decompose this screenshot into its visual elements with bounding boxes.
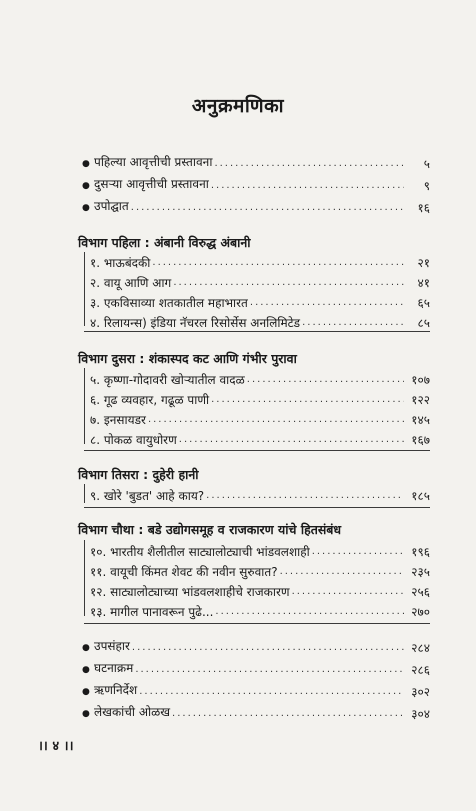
dot-leader <box>132 643 404 655</box>
entry-page: ९ <box>423 179 430 193</box>
entry-label: ५. कृष्णा-गोदावरी खोऱ्यातील वादळ <box>90 373 245 387</box>
entry-page: २१ <box>417 256 430 270</box>
bullet-icon: ● <box>82 643 90 653</box>
toc-entry[interactable] <box>90 389 430 407</box>
dot-leader <box>211 395 404 407</box>
entry-label: ९. खोरे 'बुडत' आहे काय? <box>90 489 205 503</box>
toc-entry[interactable] <box>82 153 430 171</box>
bullet-icon: ● <box>82 709 90 719</box>
toc-entry[interactable] <box>90 252 430 270</box>
dot-leader <box>214 159 404 171</box>
toc-entry[interactable] <box>90 601 430 619</box>
entry-label: घटनाक्रम <box>94 661 134 675</box>
dot-leader <box>312 547 404 559</box>
page-title: अनुक्रमणिका <box>191 95 285 117</box>
entry-label: ११. वायूची किंमत शेवट की नवीन सुरुवात? <box>90 565 278 579</box>
entry-label: ८. पोकळ वायुधोरण <box>90 433 177 447</box>
section-rule <box>84 252 85 326</box>
bullet-icon: ● <box>82 159 90 169</box>
dot-leader <box>131 203 404 215</box>
section-rule <box>84 450 430 451</box>
toc-entry[interactable] <box>90 429 430 447</box>
entry-page: ६५ <box>417 296 430 310</box>
entry-page: २८४ <box>411 641 430 655</box>
dot-leader <box>247 375 404 387</box>
dot-leader <box>250 298 404 310</box>
section-rule <box>84 484 85 503</box>
entry-label: ६. गूढ व्यवहार, गढूळ पाणी <box>90 393 210 407</box>
toc-entry[interactable] <box>82 637 430 655</box>
dot-leader <box>179 435 404 447</box>
dot-leader <box>152 258 404 270</box>
entry-page: १८५ <box>411 489 430 503</box>
entry-page: १४५ <box>411 413 430 427</box>
entry-label: ३. एकविसाव्या शतकातील महाभारत <box>90 296 248 310</box>
toc-entry[interactable] <box>90 485 430 503</box>
section-rule <box>84 540 85 616</box>
toc-entry[interactable] <box>82 681 430 699</box>
entry-page: ८५ <box>417 316 430 330</box>
entry-label: १. भाऊबंदकी <box>90 256 151 270</box>
bullet-icon: ● <box>82 203 90 213</box>
entry-page: १६ <box>417 201 430 215</box>
entry-page: २५६ <box>411 585 430 599</box>
dot-leader <box>292 587 404 599</box>
dot-leader <box>139 687 404 699</box>
entry-label: १२. साट्यालोट्याच्या भांडवलशाहीचे राजकारण <box>90 585 290 599</box>
toc-entry[interactable] <box>90 312 430 330</box>
entry-label: २. वायू आणि आग <box>90 276 172 290</box>
entry-page: २७० <box>411 605 430 619</box>
entry-label: ऋणनिर्देश <box>94 683 138 697</box>
dot-leader <box>173 278 404 290</box>
section-heading: विभाग तिसरा : दुहेरी हानी <box>78 467 199 482</box>
toc-entry[interactable] <box>82 197 430 215</box>
entry-page: ५ <box>423 157 430 171</box>
entry-label: ७. इनसायडर <box>90 413 146 427</box>
toc-entry[interactable] <box>90 581 430 599</box>
section-rule <box>84 368 85 444</box>
section-heading: विभाग दुसरा : शंकास्पद कट आणि गंभीर पुरावा <box>78 351 297 366</box>
dot-leader <box>172 709 404 721</box>
entry-page: १०७ <box>411 373 430 387</box>
bullet-icon: ● <box>82 181 90 191</box>
entry-label: उपोद्घात <box>94 199 129 213</box>
toc-entry[interactable] <box>90 561 430 579</box>
entry-page: १९६ <box>411 545 430 559</box>
toc-entry[interactable] <box>82 703 430 721</box>
entry-label: १३. मागील पानावरून पुढे... <box>90 605 214 619</box>
toc-entry[interactable] <box>90 541 430 559</box>
dot-leader <box>206 491 404 503</box>
section-rule <box>84 331 430 332</box>
bullet-icon: ● <box>82 687 90 697</box>
entry-page: ३०२ <box>411 685 430 699</box>
toc-entry[interactable] <box>90 369 430 387</box>
section-rule <box>84 623 430 624</box>
dot-leader <box>215 607 404 619</box>
dot-leader <box>148 415 404 427</box>
bullet-icon: ● <box>82 665 90 675</box>
entry-page: २८६ <box>411 663 430 677</box>
dot-leader <box>135 665 404 677</box>
page-number: ।। ४ ।। <box>38 739 74 754</box>
entry-label: लेखकांची ओळख <box>94 705 171 719</box>
section-heading: विभाग पहिला : अंबानी विरुद्ध अंबानी <box>78 235 251 250</box>
dot-leader <box>211 181 404 193</box>
toc-entry[interactable] <box>90 409 430 427</box>
toc-entry[interactable] <box>82 659 430 677</box>
entry-page: १२२ <box>411 393 430 407</box>
entry-label: ४. रिलायन्स) इंडिया नॅचरल रिसोर्सेस अनलिमिटेड <box>90 316 301 330</box>
dot-leader <box>280 567 404 579</box>
entry-label: पहिल्या आवृत्तीची प्रस्तावना <box>94 155 213 169</box>
toc-entry[interactable] <box>90 272 430 290</box>
entry-label: दुसऱ्या आवृत्तीची प्रस्तावना <box>94 177 209 191</box>
section-heading: विभाग चौथा : बडे उद्योगसमूह व राजकारण यांचे हितसंबंध <box>78 522 342 537</box>
entry-page: ३०४ <box>411 707 430 721</box>
section-rule <box>84 507 430 508</box>
entry-label: उपसंहार <box>94 639 130 653</box>
entry-page: ४१ <box>417 276 430 290</box>
dot-leader <box>302 318 404 330</box>
entry-page: १६७ <box>411 433 430 447</box>
toc-entry[interactable] <box>90 292 430 310</box>
toc-entry[interactable] <box>82 175 430 193</box>
entry-label: १०. भारतीय शैलीतील साट्यालोट्याची भांडवलशाही <box>90 545 310 559</box>
entry-page: २३५ <box>411 565 430 579</box>
